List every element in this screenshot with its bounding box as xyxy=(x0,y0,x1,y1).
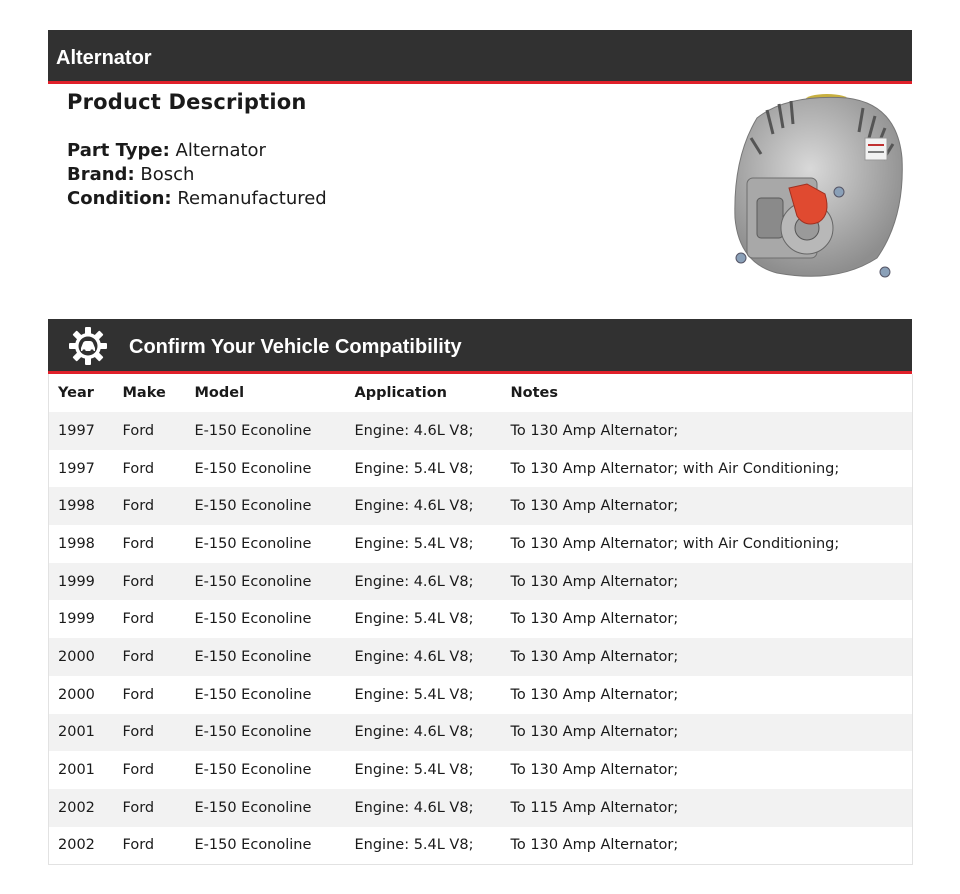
cell-model: E-150 Econoline xyxy=(186,450,346,488)
cell-make: Ford xyxy=(114,789,186,827)
cell-make: Ford xyxy=(114,563,186,601)
cell-model: E-150 Econoline xyxy=(186,714,346,752)
cell-application: Engine: 4.6L V8; xyxy=(346,638,502,676)
cell-year: 2002 xyxy=(49,827,114,865)
cell-year: 2001 xyxy=(49,751,114,789)
cell-notes: To 130 Amp Alternator; xyxy=(502,600,913,638)
cell-notes: To 130 Amp Alternator; with Air Conditioning; xyxy=(502,525,913,563)
column-header-make: Make xyxy=(114,374,186,412)
cell-make: Ford xyxy=(114,450,186,488)
brand-value: Bosch xyxy=(140,164,195,185)
cell-model: E-150 Econoline xyxy=(186,751,346,789)
cell-make: Ford xyxy=(114,638,186,676)
page-title: Alternator xyxy=(56,47,152,69)
brand-spec xyxy=(67,163,194,187)
cell-make: Ford xyxy=(114,412,186,450)
brand-label: Brand: xyxy=(67,164,135,185)
cell-application: Engine: 4.6L V8; xyxy=(346,563,502,601)
cell-model: E-150 Econoline xyxy=(186,487,346,525)
cell-model: E-150 Econoline xyxy=(186,789,346,827)
cell-notes: To 130 Amp Alternator; xyxy=(502,827,913,865)
table-row xyxy=(49,487,913,525)
column-header-application: Application xyxy=(346,374,502,412)
cell-notes: To 130 Amp Alternator; xyxy=(502,676,913,714)
cell-application: Engine: 5.4L V8; xyxy=(346,827,502,865)
condition-spec xyxy=(67,187,327,211)
alternator-product-image xyxy=(727,88,907,282)
column-header-notes: Notes xyxy=(502,374,913,412)
cell-notes: To 130 Amp Alternator; with Air Conditioning; xyxy=(502,450,913,488)
column-header-year: Year xyxy=(49,374,114,412)
cell-year: 1999 xyxy=(49,600,114,638)
table-row xyxy=(49,525,913,563)
cell-make: Ford xyxy=(114,714,186,752)
cell-application: Engine: 4.6L V8; xyxy=(346,714,502,752)
condition-label: Condition: xyxy=(67,188,172,209)
cell-model: E-150 Econoline xyxy=(186,412,346,450)
compatibility-bar xyxy=(48,319,912,374)
table-row xyxy=(49,789,913,827)
cell-notes: To 130 Amp Alternator; xyxy=(502,487,913,525)
cell-year: 1997 xyxy=(49,450,114,488)
cell-year: 1998 xyxy=(49,525,114,563)
product-description-heading: Product Description xyxy=(67,90,307,114)
cell-application: Engine: 4.6L V8; xyxy=(346,487,502,525)
cell-application: Engine: 5.4L V8; xyxy=(346,450,502,488)
cell-model: E-150 Econoline xyxy=(186,827,346,865)
cell-year: 1999 xyxy=(49,563,114,601)
cell-application: Engine: 4.6L V8; xyxy=(346,789,502,827)
part-type-value: Alternator xyxy=(175,140,266,161)
table-row xyxy=(49,563,913,601)
cell-model: E-150 Econoline xyxy=(186,600,346,638)
cell-application: Engine: 4.6L V8; xyxy=(346,412,502,450)
gear-car-icon xyxy=(68,326,108,366)
cell-application: Engine: 5.4L V8; xyxy=(346,676,502,714)
column-header-model: Model xyxy=(186,374,346,412)
cell-make: Ford xyxy=(114,827,186,865)
cell-year: 2000 xyxy=(49,676,114,714)
table-row xyxy=(49,600,913,638)
cell-application: Engine: 5.4L V8; xyxy=(346,600,502,638)
table-row xyxy=(49,827,913,865)
table-row xyxy=(49,450,913,488)
cell-make: Ford xyxy=(114,525,186,563)
cell-notes: To 130 Amp Alternator; xyxy=(502,412,913,450)
cell-model: E-150 Econoline xyxy=(186,676,346,714)
cell-model: E-150 Econoline xyxy=(186,638,346,676)
cell-notes: To 130 Amp Alternator; xyxy=(502,714,913,752)
cell-make: Ford xyxy=(114,600,186,638)
cell-notes: To 130 Amp Alternator; xyxy=(502,638,913,676)
cell-application: Engine: 5.4L V8; xyxy=(346,525,502,563)
table-row xyxy=(49,638,913,676)
part-type-spec xyxy=(67,139,266,163)
part-type-label: Part Type: xyxy=(67,140,170,161)
cell-notes: To 130 Amp Alternator; xyxy=(502,751,913,789)
condition-value: Remanufactured xyxy=(177,188,327,209)
cell-make: Ford xyxy=(114,676,186,714)
cell-year: 1998 xyxy=(49,487,114,525)
cell-notes: To 115 Amp Alternator; xyxy=(502,789,913,827)
cell-make: Ford xyxy=(114,487,186,525)
table-row xyxy=(49,412,913,450)
cell-application: Engine: 5.4L V8; xyxy=(346,751,502,789)
cell-make: Ford xyxy=(114,751,186,789)
cell-model: E-150 Econoline xyxy=(186,563,346,601)
cell-year: 2001 xyxy=(49,714,114,752)
compatibility-title: Confirm Your Vehicle Compatibility xyxy=(129,336,462,358)
compatibility-table xyxy=(48,374,913,865)
table-row xyxy=(49,751,913,789)
title-bar xyxy=(48,30,912,84)
cell-year: 2000 xyxy=(49,638,114,676)
table-header-row xyxy=(49,374,913,412)
cell-year: 1997 xyxy=(49,412,114,450)
cell-notes: To 130 Amp Alternator; xyxy=(502,563,913,601)
table-row xyxy=(49,714,913,752)
cell-model: E-150 Econoline xyxy=(186,525,346,563)
table-row xyxy=(49,676,913,714)
cell-year: 2002 xyxy=(49,789,114,827)
